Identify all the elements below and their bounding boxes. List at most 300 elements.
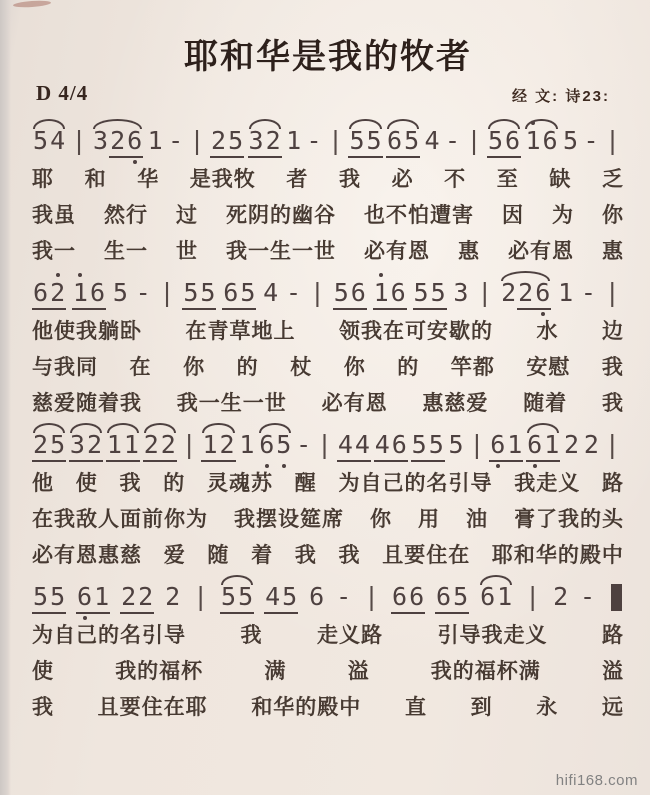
lyric-segment: 的 [163, 472, 186, 496]
notation-line [32, 584, 622, 614]
barline: | [604, 278, 620, 308]
note: 2 [86, 432, 103, 462]
note-group [580, 280, 597, 310]
note-group [448, 432, 465, 462]
lyric-segment: 然行 [104, 204, 148, 228]
scan-artifact-streak [13, 0, 51, 8]
note-group [333, 280, 367, 310]
note-group [362, 584, 381, 614]
lyric-segment: 溢 [601, 660, 624, 684]
note: 5 [563, 126, 579, 156]
octave-dot-low [282, 464, 286, 468]
lyric-segment: 走义路 [317, 624, 383, 648]
slur-group [526, 432, 560, 462]
note-group [606, 584, 622, 614]
lyric-segment: 膏了我的头 [514, 508, 624, 532]
scripture-reference: 经 文: 诗23: [511, 88, 610, 106]
lyric-segment: 你 [370, 508, 392, 532]
note-group [552, 584, 569, 614]
note-group [603, 280, 622, 310]
note-group [326, 128, 345, 158]
note-group [489, 432, 523, 462]
lyric-segment: 用 [418, 508, 440, 532]
lyric-segment: 在 [129, 356, 152, 380]
lyric-segment: 不 [444, 168, 467, 192]
slur-group [248, 128, 282, 158]
note: 5 [239, 280, 256, 310]
lyric-segment: 我一生一世 [176, 392, 287, 416]
note: 1 [543, 432, 560, 462]
sustain-dash: - [168, 126, 184, 156]
lyric-segment: 你 [602, 204, 624, 228]
note-group [315, 432, 334, 462]
lyric-segment: 直 [404, 696, 427, 720]
lyric-segment: 油 [466, 508, 488, 532]
sustain-dash: - [583, 126, 599, 156]
note: 5 [281, 584, 298, 614]
note-group [467, 432, 486, 462]
note-group [238, 432, 255, 462]
lyrics-row-1 [32, 623, 624, 649]
note: 4 [263, 278, 279, 308]
note: 1 [239, 430, 255, 460]
lyric-segment: 使 [32, 660, 54, 684]
barline: | [71, 126, 87, 156]
note-group [158, 280, 177, 310]
note: 4 [374, 432, 391, 462]
note: 6 [534, 280, 551, 310]
octave-dot-high [78, 273, 82, 277]
lyric-segment: 杖 [290, 356, 313, 380]
note-group [264, 584, 298, 614]
note: 6 [390, 280, 407, 310]
lyric-segment: 我一 [32, 240, 76, 264]
note-group [583, 432, 600, 462]
note-group [70, 128, 89, 158]
note: 5 [32, 584, 49, 614]
song-title: 耶和华是我的牧者 [184, 38, 472, 76]
note: 5 [199, 280, 216, 310]
sustain-dash: - [286, 278, 302, 308]
note: 2 [137, 584, 154, 614]
slur-group [106, 432, 140, 462]
lyric-segment: 为自己的名引导 [338, 472, 493, 496]
lyric-segment: 为自己的名引导 [32, 624, 186, 648]
note: 6 [480, 582, 496, 612]
lyric-segment: 使 [75, 472, 98, 496]
octave-dot-low [265, 464, 269, 468]
lyric-segment: 灵魂苏 [207, 472, 273, 496]
note: 6 [89, 280, 106, 310]
lyric-segment: 必有恩 [508, 240, 574, 264]
slur-group [258, 432, 292, 462]
lyric-segment: 我 [601, 356, 624, 380]
lyric-segment: 我一生一世 [226, 240, 336, 264]
lyric-segment: 的 [236, 356, 259, 380]
slur-group [524, 128, 558, 158]
note: 6 [526, 432, 543, 462]
octave-dot-high [531, 121, 535, 125]
lyric-segment: 路 [602, 624, 624, 648]
lyric-segment: 引导我走义 [437, 624, 548, 648]
lyric-segment: 溢 [347, 660, 370, 684]
notation-line [32, 128, 622, 158]
lyric-segment: 永 [536, 696, 559, 720]
sustain-dash: - [580, 278, 596, 308]
note: 1 [524, 128, 541, 158]
lyric-segment: 醒 [294, 472, 317, 496]
note: 5 [49, 432, 66, 462]
lyric-segment: 我 [338, 544, 361, 568]
slur-group [487, 128, 521, 158]
note-group [373, 280, 407, 310]
note-group [188, 128, 207, 158]
barline: | [309, 278, 325, 308]
meta-row [32, 80, 624, 106]
lyrics-row-2 [32, 507, 624, 533]
barline: | [193, 582, 209, 612]
sustain-dash: - [306, 126, 322, 156]
barline: | [469, 430, 485, 460]
scan-edge-shadow [0, 0, 11, 795]
note-group [180, 432, 199, 462]
note: 1 [123, 432, 140, 462]
lyric-segment: 随 [207, 544, 230, 568]
sustain-dash: - [445, 126, 461, 156]
note: 4 [337, 432, 354, 462]
note: 1 [72, 280, 89, 310]
note: 4 [264, 584, 281, 614]
note-group [76, 584, 110, 614]
note-group [337, 432, 371, 462]
note-group [308, 280, 327, 310]
sustain-dash: - [580, 582, 596, 612]
note: 6 [542, 126, 558, 156]
watermark: hifi168.com [555, 772, 638, 789]
note: 1 [558, 278, 574, 308]
note-group [475, 280, 494, 310]
note: 2 [109, 128, 126, 158]
note: 2 [120, 584, 137, 614]
octave-dot-high [379, 273, 383, 277]
note: 5 [182, 280, 199, 310]
lyric-segment: 路 [602, 472, 624, 496]
note-group [182, 280, 216, 310]
note-group [306, 128, 323, 158]
slur-group [220, 584, 254, 614]
music-system-4 [32, 584, 624, 721]
note: 2 [219, 432, 236, 462]
lyric-segment: 慈爱随着我 [32, 392, 142, 416]
lyric-segment: 我的福杯 [115, 660, 204, 684]
slur-group [386, 128, 420, 158]
note: 1 [286, 126, 302, 156]
lyric-segment: 耶和华的殿中 [491, 544, 624, 568]
note: 5 [430, 280, 447, 310]
note: 1 [106, 432, 123, 462]
note: 5 [333, 280, 350, 310]
note-group [285, 128, 302, 158]
lyric-segment: 至 [496, 168, 519, 192]
slur-group [92, 128, 143, 158]
barline: | [181, 430, 197, 460]
note-group [112, 280, 129, 310]
lyric-segment: 和华的殿中 [251, 696, 362, 720]
note: 6 [391, 584, 408, 614]
note-group [308, 584, 325, 614]
lyric-segment: 也不怕遭害 [364, 204, 474, 228]
note-group [222, 280, 256, 310]
note: 5 [348, 128, 365, 158]
note: 6 [386, 128, 403, 158]
key-signature: D 4/4 [36, 81, 89, 106]
lyric-segment: 边 [602, 320, 624, 344]
barline: | [316, 430, 333, 460]
octave-dot-low [541, 312, 545, 316]
lyric-segment: 我摆设筵席 [234, 508, 344, 532]
note: 5 [237, 584, 254, 614]
note: 6 [76, 584, 93, 614]
note-group [120, 584, 154, 614]
slur-group [32, 128, 66, 158]
lyric-segment: 爱 [163, 544, 186, 568]
lyrics-row-2 [32, 203, 624, 229]
lyric-segment: 耶 [32, 168, 54, 192]
lyric-segment: 因 [502, 204, 524, 228]
note: 2 [501, 278, 517, 308]
note: 2 [564, 430, 580, 460]
note-group [444, 128, 461, 158]
note: 6 [435, 584, 452, 614]
note-group [285, 280, 302, 310]
note: 5 [275, 432, 292, 462]
note: 3 [69, 432, 86, 462]
note-group [374, 432, 408, 462]
lyric-segment: 死阴的幽谷 [226, 204, 336, 228]
lyric-segment: 竿都 [450, 356, 495, 380]
lyric-segment: 远 [601, 696, 624, 720]
note-group [603, 128, 622, 158]
note: 3 [93, 126, 109, 156]
lyric-segment: 缺 [549, 168, 572, 192]
lyric-segment: 我虽 [32, 204, 76, 228]
note: 5 [452, 584, 469, 614]
note-group [435, 584, 469, 614]
note-group [191, 584, 210, 614]
note-group [210, 128, 244, 158]
lyric-segment: 水 [536, 320, 559, 344]
sustain-dash: - [296, 430, 312, 460]
lyrics-row-3 [32, 695, 624, 721]
lyric-segment: 我的福杯满 [430, 660, 541, 684]
lyric-segment: 者 [286, 168, 309, 192]
slur-group [479, 584, 513, 614]
lyric-segment: 且要住在 [382, 544, 471, 568]
note-group [335, 584, 352, 614]
note-group [582, 128, 599, 158]
octave-dot-low [496, 464, 500, 468]
note-group [523, 584, 542, 614]
note: 1 [93, 584, 110, 614]
octave-dot-high [56, 273, 60, 277]
lyric-segment: 生一 [104, 240, 148, 264]
note: 6 [32, 280, 49, 310]
note: 2 [553, 582, 569, 612]
note: 5 [33, 126, 49, 156]
note: 2 [49, 280, 66, 310]
lyrics-row-3 [32, 543, 624, 569]
sustain-dash: - [135, 278, 151, 308]
note-group [464, 128, 483, 158]
note: 6 [408, 584, 425, 614]
note-group [424, 128, 441, 158]
note-group [563, 432, 580, 462]
note: 6 [258, 432, 275, 462]
notation-line [32, 280, 622, 310]
lyric-segment: 他 [32, 472, 54, 496]
barline: | [604, 126, 620, 156]
final-barline [611, 584, 622, 611]
barline: | [328, 126, 344, 156]
lyrics-row-3 [32, 391, 624, 417]
note-group [411, 432, 445, 462]
music-system-3 [32, 432, 624, 569]
lyric-segment: 着 [251, 544, 274, 568]
barline: | [477, 278, 493, 308]
note-group [413, 280, 447, 310]
note-group [603, 432, 622, 462]
barline: | [466, 126, 482, 156]
octave-dot-low [533, 464, 537, 468]
note: 2 [265, 128, 282, 158]
note: 1 [497, 582, 513, 612]
lyric-segment: 必 [391, 168, 414, 192]
lyric-segment: 与我同 [32, 356, 98, 380]
lyric-segment: 你 [343, 356, 366, 380]
note: 1 [201, 432, 218, 462]
lyric-segment: 在青草地上 [185, 320, 296, 344]
note: 5 [428, 432, 445, 462]
barline: | [525, 582, 541, 612]
note: 6 [126, 128, 143, 158]
barline: | [604, 430, 620, 460]
lyric-segment: 我 [601, 392, 624, 416]
note: 2 [32, 432, 49, 462]
barline: | [159, 278, 175, 308]
note: 5 [220, 584, 237, 614]
note-group [562, 128, 579, 158]
note: 5 [49, 584, 66, 614]
lyrics-row-1 [32, 471, 624, 497]
lyric-segment: 的 [397, 356, 420, 380]
note: 4 [424, 126, 440, 156]
note: 5 [413, 280, 430, 310]
note-group [557, 280, 574, 310]
lyric-segment: 必有恩 [364, 240, 430, 264]
lyric-segment: 惠 [458, 240, 480, 264]
note: 6 [489, 432, 506, 462]
lyrics-row-3 [32, 239, 624, 265]
note: 5 [227, 128, 244, 158]
note: 5 [403, 128, 420, 158]
lyric-segment: 且要住在耶 [97, 696, 208, 720]
lyric-segment: 为 [552, 204, 574, 228]
lyric-segment: 领我在可安歇的 [339, 320, 493, 344]
note: 2 [160, 432, 177, 462]
slur-group [201, 432, 235, 462]
lyric-segment: 他使我躺卧 [32, 320, 142, 344]
note-group [32, 280, 66, 310]
slur-group [348, 128, 382, 158]
lyric-segment: 到 [470, 696, 493, 720]
note: 2 [143, 432, 160, 462]
slur-group [500, 280, 551, 310]
note: 4 [354, 432, 371, 462]
lyric-segment: 我 [119, 472, 142, 496]
note: 6 [222, 280, 239, 310]
lyric-segment: 惠慈爱 [422, 392, 489, 416]
note: 5 [411, 432, 428, 462]
lyrics-row-2 [32, 659, 624, 685]
note: 5 [366, 128, 383, 158]
sustain-dash: - [336, 582, 352, 612]
note: 6 [391, 432, 408, 462]
lyric-segment: 我 [294, 544, 317, 568]
note-group [164, 584, 181, 614]
lyric-segment: 乏 [601, 168, 624, 192]
barline: | [189, 126, 205, 156]
note-group [391, 584, 425, 614]
music-system-2 [32, 280, 624, 417]
note: 1 [506, 432, 523, 462]
lyric-segment: 必有恩惠慈 [32, 544, 142, 568]
note: 5 [487, 128, 504, 158]
notation-line [32, 432, 622, 462]
note: 4 [50, 126, 66, 156]
slur-group [69, 432, 103, 462]
lyric-segment: 我走义 [514, 472, 581, 496]
note-group [147, 128, 164, 158]
note: 6 [309, 582, 325, 612]
lyric-segment: 必有恩 [321, 392, 388, 416]
slur-group [32, 432, 66, 462]
note: 5 [448, 430, 464, 460]
note-group [452, 280, 469, 310]
note: 5 [112, 278, 128, 308]
lyrics-row-2 [32, 355, 624, 381]
note-group [295, 432, 312, 462]
note-group [72, 280, 106, 310]
note: 2 [210, 128, 227, 158]
lyric-segment: 华 [137, 168, 160, 192]
lyrics-row-1 [32, 167, 624, 193]
note: 1 [373, 280, 390, 310]
lyric-segment: 在我敌人面前你为 [32, 508, 208, 532]
note-group [262, 280, 279, 310]
lyric-segment: 我 [240, 624, 263, 648]
lyric-segment: 随着 [523, 392, 568, 416]
lyric-segment: 惠 [602, 240, 624, 264]
note: 3 [248, 128, 265, 158]
note: 3 [453, 278, 469, 308]
note-group [167, 128, 184, 158]
barline: | [364, 582, 380, 612]
lyric-segment: 你 [183, 356, 206, 380]
note: 6 [350, 280, 367, 310]
lyric-segment: 我 [32, 696, 54, 720]
note-group [579, 584, 596, 614]
music-system-1 [32, 128, 624, 265]
